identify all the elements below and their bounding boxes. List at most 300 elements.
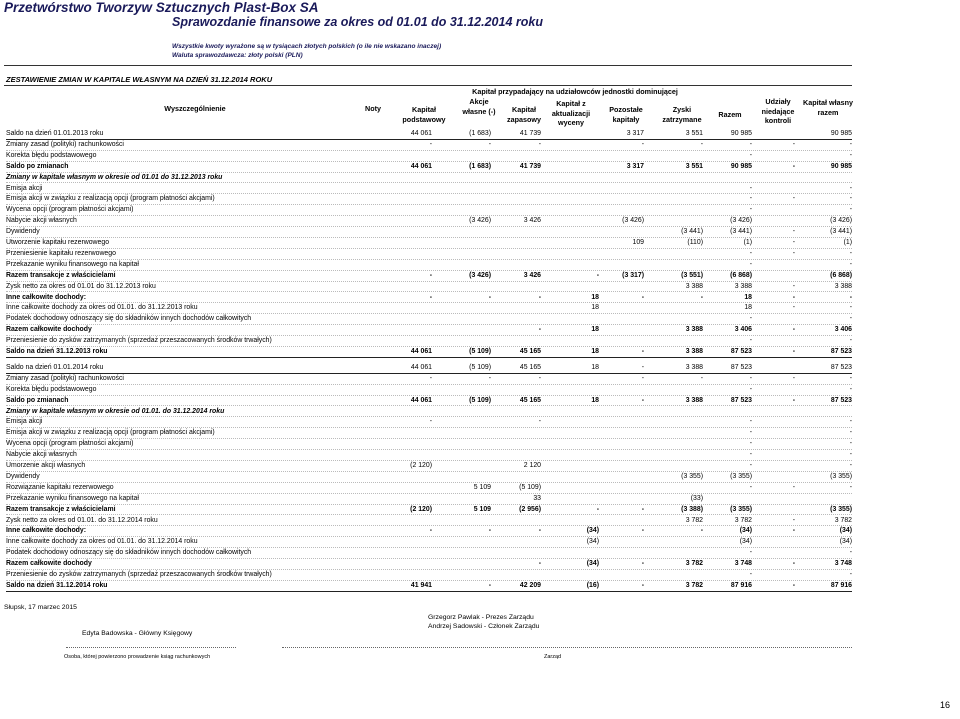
cell-own-shares: (3 426) (469, 271, 491, 279)
cell-total: (3 441) (730, 228, 752, 236)
table-row (6, 173, 852, 184)
cell-retained-earnings: 3 782 (685, 581, 703, 589)
cell-total: - (749, 374, 752, 382)
cell-retained-earnings: (33) (690, 494, 703, 502)
cell-retained-earnings: 3 782 (685, 560, 703, 568)
cell-own-shares: 5 109 (473, 483, 491, 491)
col-group: Kapitał przypadający na udziałowców jednostki dominującej (472, 87, 678, 96)
cell-share-capital: - (429, 293, 432, 301)
place-date: Słupsk, 17 marzec 2015 (4, 604, 77, 611)
row-label: Dywidendy (6, 228, 40, 236)
cell-total: - (749, 440, 752, 448)
cell-total: (3 355) (730, 472, 752, 480)
board-caption: Zarząd (544, 654, 562, 660)
table-row (6, 363, 852, 374)
cell-retained-earnings: - (700, 140, 703, 148)
cell-total: 18 (744, 293, 752, 301)
table-row (6, 461, 852, 472)
col-share-capital: Kapitał podstawowy (402, 105, 446, 124)
cell-nci: - (792, 140, 795, 148)
cell-equity-total: (34) (839, 527, 852, 535)
row-label: Korekta błędu podstawowego (6, 151, 97, 159)
row-label: Podatek dochodowy odnoszący się do składników innych dochodów całkowitych (6, 315, 252, 323)
cell-equity-total: - (849, 140, 852, 148)
cell-own-shares: (3 426) (469, 217, 491, 225)
row-label: Saldo po zmianach (6, 396, 69, 404)
cell-total: - (749, 571, 752, 578)
cell-share-capital: 44 061 (410, 348, 432, 355)
cell-equity-total: - (849, 462, 852, 469)
company-name: Przetwórstwo Tworzyw Sztucznych Plast-Box SA (4, 0, 319, 15)
cell-total: 90 985 (730, 162, 752, 170)
cell-nci: - (792, 516, 795, 524)
table-row (6, 428, 852, 439)
col-total: Razem (718, 110, 742, 119)
row-label: Inne całkowite dochody za okres od 01.01. do 31.12.2013 roku (6, 304, 198, 312)
row-label: Emisja akcji w związku z realizacją opcji (program płatności akcjami) (6, 195, 215, 203)
row-label: Przeniesienie kapitału rezerwowego (6, 249, 116, 257)
cell-other-capital: - (641, 140, 644, 148)
chief-accountant-signature: Edyta Badowska - Główny Księgowy (82, 630, 193, 637)
table-row (6, 385, 852, 396)
cell-retained-earnings: 3 388 (685, 348, 703, 355)
cell-share-capital: (2 120) (410, 505, 432, 513)
cell-equity-total: - (849, 483, 852, 491)
page-number: 16 (940, 700, 951, 710)
table-row (6, 505, 852, 516)
cell-equity-total: - (849, 195, 852, 203)
table-row (6, 303, 852, 314)
cell-other-capital: (3 426) (622, 217, 644, 225)
row-label: Saldo na dzień 31.12.2014 roku (6, 581, 108, 589)
cell-total: - (749, 462, 752, 469)
signature-line-left (66, 647, 236, 648)
col-revaluation: Kapitał z aktualizacji wyceny (551, 99, 591, 127)
table-row (6, 407, 852, 418)
row-label: Rozwiązanie kapitału rezerwowego (6, 483, 114, 491)
cell-reserve-capital: 3 426 (523, 217, 541, 225)
cell-equity-total: 87 523 (830, 396, 852, 404)
table-row (6, 374, 852, 385)
cell-equity-total: (3 426) (830, 217, 852, 225)
cell-retained-earnings: 3 782 (685, 516, 703, 524)
cell-equity-total: (3 355) (830, 472, 852, 480)
cell-own-shares: (5 109) (469, 363, 491, 371)
cell-other-capital: - (641, 560, 644, 568)
cell-reserve-capital: - (538, 527, 541, 535)
cell-other-capital: 3 317 (626, 130, 644, 137)
col-nci: Udziały niedające kontroli (761, 97, 795, 125)
cell-total: 3 748 (734, 560, 752, 568)
cell-total: 87 916 (730, 581, 752, 589)
cell-other-capital: - (641, 505, 644, 513)
cell-nci: - (792, 560, 795, 568)
cell-equity-total: - (849, 293, 852, 301)
cell-share-capital: - (429, 418, 432, 426)
row-label: Razem całkowite dochody (6, 326, 92, 334)
cell-total: (3 355) (730, 505, 752, 513)
cell-total: - (749, 249, 752, 257)
table-row (6, 548, 852, 559)
cell-nci: - (792, 162, 795, 170)
cell-revaluation: 18 (591, 304, 599, 312)
row-label: Przekazanie wyniku finansowego na kapitał (6, 260, 139, 268)
cell-share-capital: 44 061 (410, 363, 432, 371)
cell-reserve-capital: - (538, 326, 541, 334)
cell-reserve-capital: 42 209 (519, 581, 541, 589)
table-row (6, 162, 852, 173)
row-label: Zysk netto za okres od 01.01 do 31.12.2013 roku (6, 282, 156, 290)
cell-nci: - (792, 195, 795, 203)
table-row (6, 526, 852, 537)
col-retained-earnings: Zyski zatrzymane (662, 105, 702, 124)
cell-total: 3 406 (734, 326, 752, 334)
table-row (6, 129, 852, 140)
cell-nci: - (792, 228, 795, 236)
cell-equity-total: - (849, 206, 852, 214)
table-row (6, 249, 852, 260)
statement-title: ZESTAWIENIE ZMIAN W KAPITALE WŁASNYM NA DZIEŃ 31.12.2014 ROKU (6, 75, 273, 84)
cell-reserve-capital: - (538, 140, 541, 148)
table-row (6, 450, 852, 461)
row-label: Zysk netto za okres od 01.01. do 31.12.2014 roku (6, 516, 158, 524)
cell-other-capital: - (641, 293, 644, 301)
col-equity-total: Kapitał własny razem (803, 98, 853, 117)
table-row (6, 494, 852, 505)
cell-other-capital: - (641, 581, 644, 589)
cell-equity-total: - (849, 418, 852, 426)
header-divider (4, 65, 852, 66)
cell-share-capital: 41 941 (410, 581, 432, 589)
cell-retained-earnings: (3 355) (681, 472, 703, 480)
cell-nci: - (792, 282, 795, 290)
col-notes: Noty (365, 104, 381, 113)
cell-share-capital: 44 061 (410, 396, 432, 404)
cell-reserve-capital: 41 739 (519, 162, 541, 170)
cell-own-shares: (1 683) (469, 162, 491, 170)
table-row (6, 325, 852, 336)
col-reserve-capital: Kapitał zapasowy (507, 105, 541, 124)
ceo-signature: Grzegorz Pawlak - Prezes Zarządu (428, 614, 534, 621)
cell-own-shares: - (488, 140, 491, 148)
cell-total: 90 985 (730, 130, 752, 137)
row-label: Umorzenie akcji własnych (6, 462, 86, 469)
cell-own-shares: - (488, 581, 491, 589)
cell-other-capital: 3 317 (626, 162, 644, 170)
row-label: Saldo po zmianach (6, 162, 69, 170)
cell-reserve-capital: 45 165 (519, 396, 541, 404)
row-label: Inne całkowite dochody za okres od 01.01. do 31.12.2014 roku (6, 538, 198, 546)
cell-retained-earnings: (110) (687, 239, 703, 246)
cell-reserve-capital: (5 109) (519, 483, 541, 491)
table-row (6, 227, 852, 238)
cell-equity-total: - (849, 451, 852, 459)
cell-retained-earnings: 3 388 (685, 326, 703, 334)
cell-total: 18 (744, 304, 752, 312)
table-row (6, 483, 852, 494)
table-row (6, 347, 852, 358)
cell-total: - (749, 418, 752, 426)
cell-retained-earnings: - (700, 293, 703, 301)
row-label: Saldo na dzień 31.12.2013 roku (6, 348, 108, 355)
row-label: Inne całkowite dochody: (6, 527, 87, 535)
table-row (6, 439, 852, 450)
cell-other-capital: 109 (632, 239, 644, 246)
row-label: Razem całkowite dochody (6, 560, 92, 568)
cell-equity-total: - (849, 315, 852, 323)
cell-reserve-capital: 2 120 (523, 462, 541, 469)
cell-nci: - (792, 396, 795, 404)
cell-retained-earnings: 3 388 (685, 282, 703, 290)
row-label: Zmiany zasad (polityki) rachunkowości (6, 140, 124, 148)
cell-nci: - (792, 293, 795, 301)
cell-share-capital: - (429, 140, 432, 148)
cell-nci: - (792, 374, 795, 382)
cell-equity-total: - (849, 374, 852, 382)
table-row (6, 472, 852, 483)
cell-retained-earnings: 3 551 (685, 130, 703, 137)
cell-equity-total: - (849, 429, 852, 437)
cell-equity-total: 3 748 (834, 560, 852, 568)
table-row (6, 314, 852, 325)
row-label: Razem transakcje z właścicielami (6, 271, 116, 279)
report-title: Sprawozdanie finansowe za okres od 01.01 do 31.12.2014 roku (172, 15, 543, 29)
cell-own-shares: 5 109 (473, 505, 491, 513)
row-label: Wycena opcji (program płatności akcjami) (6, 206, 134, 214)
cell-revaluation: 18 (591, 293, 599, 301)
cell-equity-total: 90 985 (830, 162, 852, 170)
cell-equity-total: (6 868) (830, 271, 852, 279)
cell-reserve-capital: - (538, 293, 541, 301)
table-row (6, 271, 852, 282)
cell-total: 87 523 (730, 396, 752, 404)
cell-retained-earnings: (3 441) (681, 228, 703, 236)
cell-share-capital: (2 120) (410, 462, 432, 469)
cell-nci: - (792, 239, 795, 246)
cell-total: - (749, 195, 752, 203)
cell-total: (1) (743, 239, 752, 246)
row-label: Wycena opcji (program płatności akcjami) (6, 440, 134, 448)
table-row (6, 516, 852, 527)
cell-equity-total: 3 782 (834, 516, 852, 524)
cell-total: - (749, 337, 752, 345)
cell-equity-total: - (849, 184, 852, 192)
cell-own-shares: - (488, 527, 491, 535)
cell-revaluation: (34) (586, 538, 599, 546)
cell-other-capital: - (641, 363, 644, 371)
cell-total: (34) (739, 527, 752, 535)
cell-total: - (749, 260, 752, 268)
cell-other-capital: (3 317) (622, 271, 644, 279)
cell-equity-total: 3 406 (834, 326, 852, 334)
cell-total: 87 523 (730, 363, 752, 371)
cell-revaluation: (16) (586, 581, 599, 589)
cell-equity-total: (3 355) (830, 505, 852, 513)
cell-equity-total: (34) (839, 538, 852, 546)
cell-reserve-capital: 45 165 (519, 363, 541, 371)
cell-total: 3 388 (734, 282, 752, 290)
row-label: Inne całkowite dochody: (6, 293, 87, 301)
board-member-signature: Andrzej Sadowski - Członek Zarządu (428, 623, 540, 630)
row-label: Emisja akcji (6, 418, 43, 426)
row-label: Zmiany w kapitale własnym w okresie od 01.01. do 31.12.2014 roku (6, 407, 225, 415)
cell-other-capital: - (641, 374, 644, 382)
row-label: Dywidendy (6, 472, 40, 480)
signature-line-right (282, 647, 852, 648)
cell-equity-total: - (849, 440, 852, 448)
accountant-caption: Osoba, której powierzono prowadzenie ksiąg rachunkowych (64, 654, 211, 660)
col-other-capital: Pozostałe kapitały (609, 105, 643, 124)
cell-equity-total: - (849, 337, 852, 345)
row-label: Nabycie akcji własnych (6, 451, 77, 459)
cell-total: - (749, 385, 752, 393)
cell-reserve-capital: - (538, 418, 541, 426)
cell-equity-total: - (849, 304, 852, 312)
table-row (6, 396, 852, 407)
table-row (6, 238, 852, 249)
row-label: Utworzenie kapitału rezerwowego (6, 239, 110, 246)
cell-total: - (749, 151, 752, 159)
table-row (6, 559, 852, 570)
cell-nci: - (792, 304, 795, 312)
row-label: Emisja akcji (6, 184, 43, 192)
row-label: Przekazanie wyniku finansowego na kapitał (6, 494, 139, 502)
cell-equity-total: - (849, 249, 852, 257)
cell-own-shares: (5 109) (469, 396, 491, 404)
cell-revaluation: 18 (591, 348, 599, 355)
table-top-border (4, 85, 852, 86)
cell-total: - (749, 206, 752, 214)
cell-share-capital: 44 061 (410, 130, 432, 137)
table-row (6, 194, 852, 205)
cell-own-shares: - (488, 374, 491, 382)
cell-total: (6 868) (730, 271, 752, 279)
cell-other-capital: - (641, 396, 644, 404)
cell-revaluation: (34) (586, 560, 599, 568)
cell-share-capital: 44 061 (410, 162, 432, 170)
cell-equity-total: 87 916 (830, 581, 852, 589)
table-row (6, 216, 852, 227)
cell-equity-total: - (849, 571, 852, 578)
cell-reserve-capital: 41 739 (519, 130, 541, 137)
cell-share-capital: - (429, 271, 432, 279)
cell-equity-total: - (849, 151, 852, 159)
cell-other-capital: - (641, 527, 644, 535)
col-own-shares: Akcje własne (-) (462, 97, 496, 116)
row-label: Razem transakcje z właścicielami (6, 505, 116, 513)
cell-reserve-capital: (2 956) (519, 505, 541, 513)
row-label: Przeniesienie do zysków zatrzymanych (sprzedaż przeszacowanych środków trwałych) (6, 571, 272, 578)
table-row (6, 537, 852, 548)
cell-nci: - (792, 348, 795, 355)
cell-equity-total: - (849, 549, 852, 557)
cell-retained-earnings: 3 388 (685, 396, 703, 404)
cell-total: - (749, 549, 752, 557)
cell-retained-earnings: - (700, 374, 703, 382)
row-label: Przeniesienie do zysków zatrzymanych (sprzedaż przeszacowanych środków trwałych) (6, 337, 272, 345)
cell-equity-total: (3 441) (830, 228, 852, 236)
cell-share-capital: - (429, 374, 432, 382)
cell-equity-total: - (849, 260, 852, 268)
row-label: Saldo na dzień 01.01.2013 roku (6, 130, 104, 137)
cell-equity-total: 3 388 (834, 282, 852, 290)
cell-total: - (749, 483, 752, 491)
currency-note: Wszystkie kwoty wyrażone są w tysiącach złotych polskich (o ile nie wskazano inaczej) (172, 43, 442, 50)
col-description: Wyszczególnienie (164, 104, 226, 113)
cell-nci: - (792, 527, 795, 535)
cell-reserve-capital: - (538, 560, 541, 568)
cell-nci: - (792, 581, 795, 589)
cell-revaluation: - (596, 505, 599, 513)
row-label: Zmiany zasad (polityki) rachunkowości (6, 374, 124, 382)
cell-other-capital: - (641, 348, 644, 355)
cell-retained-earnings: 3 388 (685, 363, 703, 371)
cell-revaluation: - (596, 271, 599, 279)
cell-total: - (749, 184, 752, 192)
cell-reserve-capital: - (538, 374, 541, 382)
row-label: Emisja akcji w związku z realizacją opcji (program płatności akcjami) (6, 429, 215, 437)
row-label: Zmiany w kapitale własnym w okresie od 01.01 do 31.12.2013 roku (6, 173, 223, 181)
cell-own-shares: - (488, 293, 491, 301)
cell-total: 87 523 (730, 348, 752, 355)
cell-nci: - (792, 249, 795, 257)
cell-total: - (749, 451, 752, 459)
cell-revaluation: 18 (591, 363, 599, 371)
cell-revaluation: (34) (586, 527, 599, 535)
table-row (6, 184, 852, 195)
cell-retained-earnings: 3 551 (685, 162, 703, 170)
row-label: Podatek dochodowy odnoszący się do składników innych dochodów całkowitych (6, 549, 252, 557)
cell-total: - (749, 429, 752, 437)
cell-equity-total: 90 985 (830, 130, 852, 137)
cell-total: 3 782 (734, 516, 752, 524)
cell-revaluation: 18 (591, 396, 599, 404)
cell-own-shares: (1 683) (469, 130, 491, 137)
cell-total: - (749, 315, 752, 323)
cell-equity-total: - (849, 385, 852, 393)
table-row (6, 140, 852, 151)
cell-equity-total: (1) (843, 239, 852, 246)
cell-total: (34) (739, 538, 752, 546)
cell-retained-earnings: - (700, 527, 703, 535)
cell-equity-total: 87 523 (830, 348, 852, 355)
cell-revaluation: 18 (591, 326, 599, 334)
table-row (6, 293, 852, 304)
cell-total: - (749, 140, 752, 148)
table-row (6, 570, 852, 581)
row-label: Korekta błędu podstawowego (6, 385, 97, 393)
cell-retained-earnings: (3 388) (681, 505, 703, 513)
table-row (6, 260, 852, 271)
cell-reserve-capital: 33 (533, 494, 541, 502)
table-row (6, 417, 852, 428)
table-row (6, 151, 852, 162)
cell-total: (3 426) (730, 217, 752, 225)
cell-nci: - (792, 483, 795, 491)
table-row (6, 282, 852, 293)
cell-reserve-capital: 45 165 (519, 348, 541, 355)
cell-retained-earnings: (3 551) (681, 271, 703, 279)
cell-share-capital: - (429, 527, 432, 535)
reporting-currency-note: Waluta sprawozdawcza: złoty polski (PLN) (172, 52, 303, 59)
cell-nci: - (792, 326, 795, 334)
row-label: Saldo na dzień 01.01.2014 roku (6, 363, 104, 371)
table-row (6, 205, 852, 216)
cell-equity-total: 87 523 (830, 363, 852, 371)
cell-own-shares: (5 109) (469, 348, 491, 355)
cell-reserve-capital: 3 426 (523, 271, 541, 279)
row-label: Nabycie akcji własnych (6, 217, 77, 225)
